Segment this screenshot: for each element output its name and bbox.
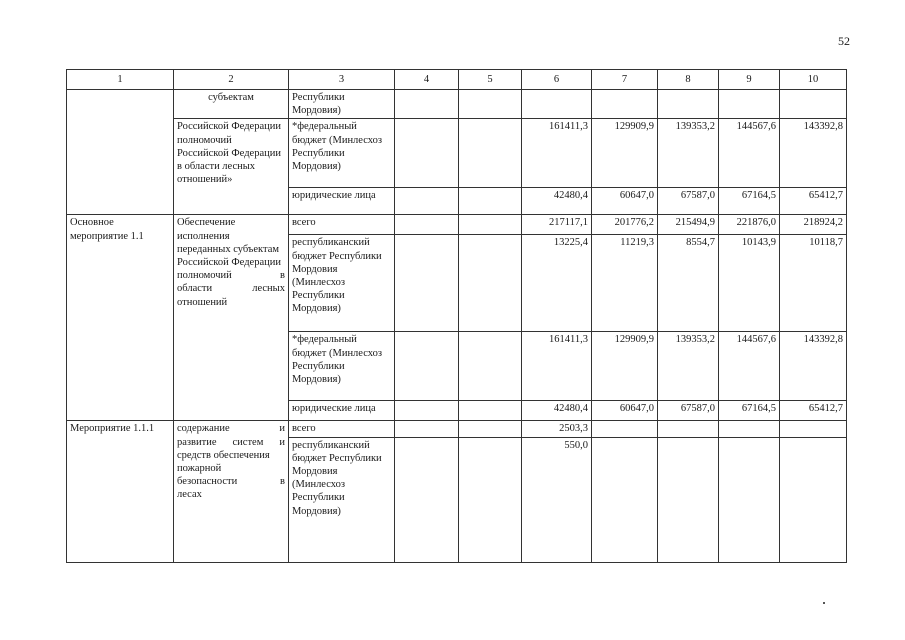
- cell-text: средств обеспечения пожарной: [177, 449, 270, 475]
- table-cell: 144567,6: [719, 119, 780, 188]
- table-cell: 60647,0: [592, 401, 658, 421]
- header-cell: 4: [395, 70, 459, 90]
- table-cell: всего: [289, 215, 395, 235]
- table-cell: *федеральный бюджет (Минлесхоз Республики Мордовия): [289, 119, 395, 188]
- header-cell: 8: [658, 70, 719, 90]
- header-cell: 10: [780, 70, 847, 90]
- header-cell: 7: [592, 70, 658, 90]
- table-cell: [592, 437, 658, 562]
- table-cell: юридические лица: [289, 188, 395, 215]
- cell-text: содержание и: [177, 423, 285, 435]
- header-cell: 3: [289, 70, 395, 90]
- table-row: [67, 119, 847, 188]
- table-cell: 67164,5: [719, 188, 780, 215]
- table-cell: [395, 90, 459, 119]
- table-cell: Республики Мордовия): [289, 90, 395, 119]
- cell-text: Обеспечение исполнения переданных субъектам Российской Федерации: [177, 217, 281, 269]
- header-cell: 6: [522, 70, 592, 90]
- table-cell: [395, 188, 459, 215]
- table-cell: Основное мероприятие 1.1: [67, 215, 174, 421]
- cell-text: области лесных: [177, 283, 285, 295]
- table-cell: 215494,9: [658, 215, 719, 235]
- table-cell: [395, 401, 459, 421]
- table-cell: субъектам: [174, 90, 289, 119]
- table-cell: [459, 188, 522, 215]
- table-cell: 10143,9: [719, 235, 780, 332]
- table-cell: [780, 421, 847, 437]
- scan-speck: [823, 602, 825, 604]
- table-cell: 550,0: [522, 437, 592, 562]
- cell-text: лесах: [177, 489, 202, 501]
- table-cell: 42480,4: [522, 188, 592, 215]
- table-cell: 201776,2: [592, 215, 658, 235]
- table-cell: [174, 215, 289, 421]
- header-cell: 2: [174, 70, 289, 90]
- table-cell: [658, 437, 719, 562]
- table-cell: 2503,3: [522, 421, 592, 437]
- table-cell: республиканский бюджет Республики Мордовия (Минлесхоз Республики Мордовия): [289, 235, 395, 332]
- table-cell: [395, 119, 459, 188]
- table-cell: [719, 90, 780, 119]
- table-cell: 221876,0: [719, 215, 780, 235]
- table-cell: [522, 90, 592, 119]
- budget-table: [66, 69, 847, 563]
- table-cell: 139353,2: [658, 119, 719, 188]
- table-cell: 67587,0: [658, 188, 719, 215]
- table-cell: 161411,3: [522, 332, 592, 401]
- table-cell: 65412,7: [780, 188, 847, 215]
- table-cell: [780, 90, 847, 119]
- table-cell: 144567,6: [719, 332, 780, 401]
- table-cell: [459, 119, 522, 188]
- table-cell: [592, 421, 658, 437]
- table-cell: [780, 437, 847, 562]
- table-cell: 129909,9: [592, 332, 658, 401]
- table-cell: [719, 437, 780, 562]
- table-cell: 67164,5: [719, 401, 780, 421]
- table-cell: [395, 332, 459, 401]
- table-cell: *федеральный бюджет (Минлесхоз Республики Мордовия): [289, 332, 395, 401]
- cell-text: развитие систем и: [177, 436, 285, 448]
- table-cell: [592, 90, 658, 119]
- table-cell: 217117,1: [522, 215, 592, 235]
- table-cell: [395, 215, 459, 235]
- table-cell: [67, 90, 174, 215]
- page-number: 52: [838, 34, 850, 48]
- table-cell: [658, 90, 719, 119]
- table-cell: 8554,7: [658, 235, 719, 332]
- table-cell: 143392,8: [780, 332, 847, 401]
- table-row: [67, 215, 847, 235]
- table-cell: 11219,3: [592, 235, 658, 332]
- table-cell: [459, 332, 522, 401]
- table-cell: Российской Федерации полномочий Российской Федерации в области лесных отношений»: [174, 119, 289, 215]
- header-cell: 9: [719, 70, 780, 90]
- table-cell: [459, 401, 522, 421]
- table-cell: [395, 437, 459, 562]
- table-row: [67, 421, 847, 437]
- table-cell: 139353,2: [658, 332, 719, 401]
- table-cell: [459, 235, 522, 332]
- table-cell: [719, 421, 780, 437]
- table-cell: [459, 437, 522, 562]
- table-cell: Мероприятие 1.1.1: [67, 421, 174, 562]
- table-cell: 143392,8: [780, 119, 847, 188]
- cell-text: полномочий в: [177, 270, 285, 282]
- table-cell: 65412,7: [780, 401, 847, 421]
- header-cell: 1: [67, 70, 174, 90]
- table-cell: [459, 215, 522, 235]
- cell-text: безопасности в: [177, 476, 285, 488]
- table-cell: [658, 421, 719, 437]
- table-cell: юридические лица: [289, 401, 395, 421]
- header-cell: 5: [459, 70, 522, 90]
- cell-text: отношений: [177, 296, 228, 308]
- table-cell: 129909,9: [592, 119, 658, 188]
- header-row: [67, 70, 847, 90]
- table-cell: [395, 235, 459, 332]
- table-row: [67, 90, 847, 119]
- table-cell: 218924,2: [780, 215, 847, 235]
- table-cell: [174, 421, 289, 562]
- table-cell: 13225,4: [522, 235, 592, 332]
- table-cell: 60647,0: [592, 188, 658, 215]
- table-cell: всего: [289, 421, 395, 437]
- table-cell: 42480,4: [522, 401, 592, 421]
- table-cell: 10118,7: [780, 235, 847, 332]
- table-cell: [459, 90, 522, 119]
- table-cell: [395, 421, 459, 437]
- table-cell: 67587,0: [658, 401, 719, 421]
- table-cell: республиканский бюджет Республики Мордовия (Минлесхоз Республики Мордовия): [289, 437, 395, 562]
- table-cell: [459, 421, 522, 437]
- table-cell: 161411,3: [522, 119, 592, 188]
